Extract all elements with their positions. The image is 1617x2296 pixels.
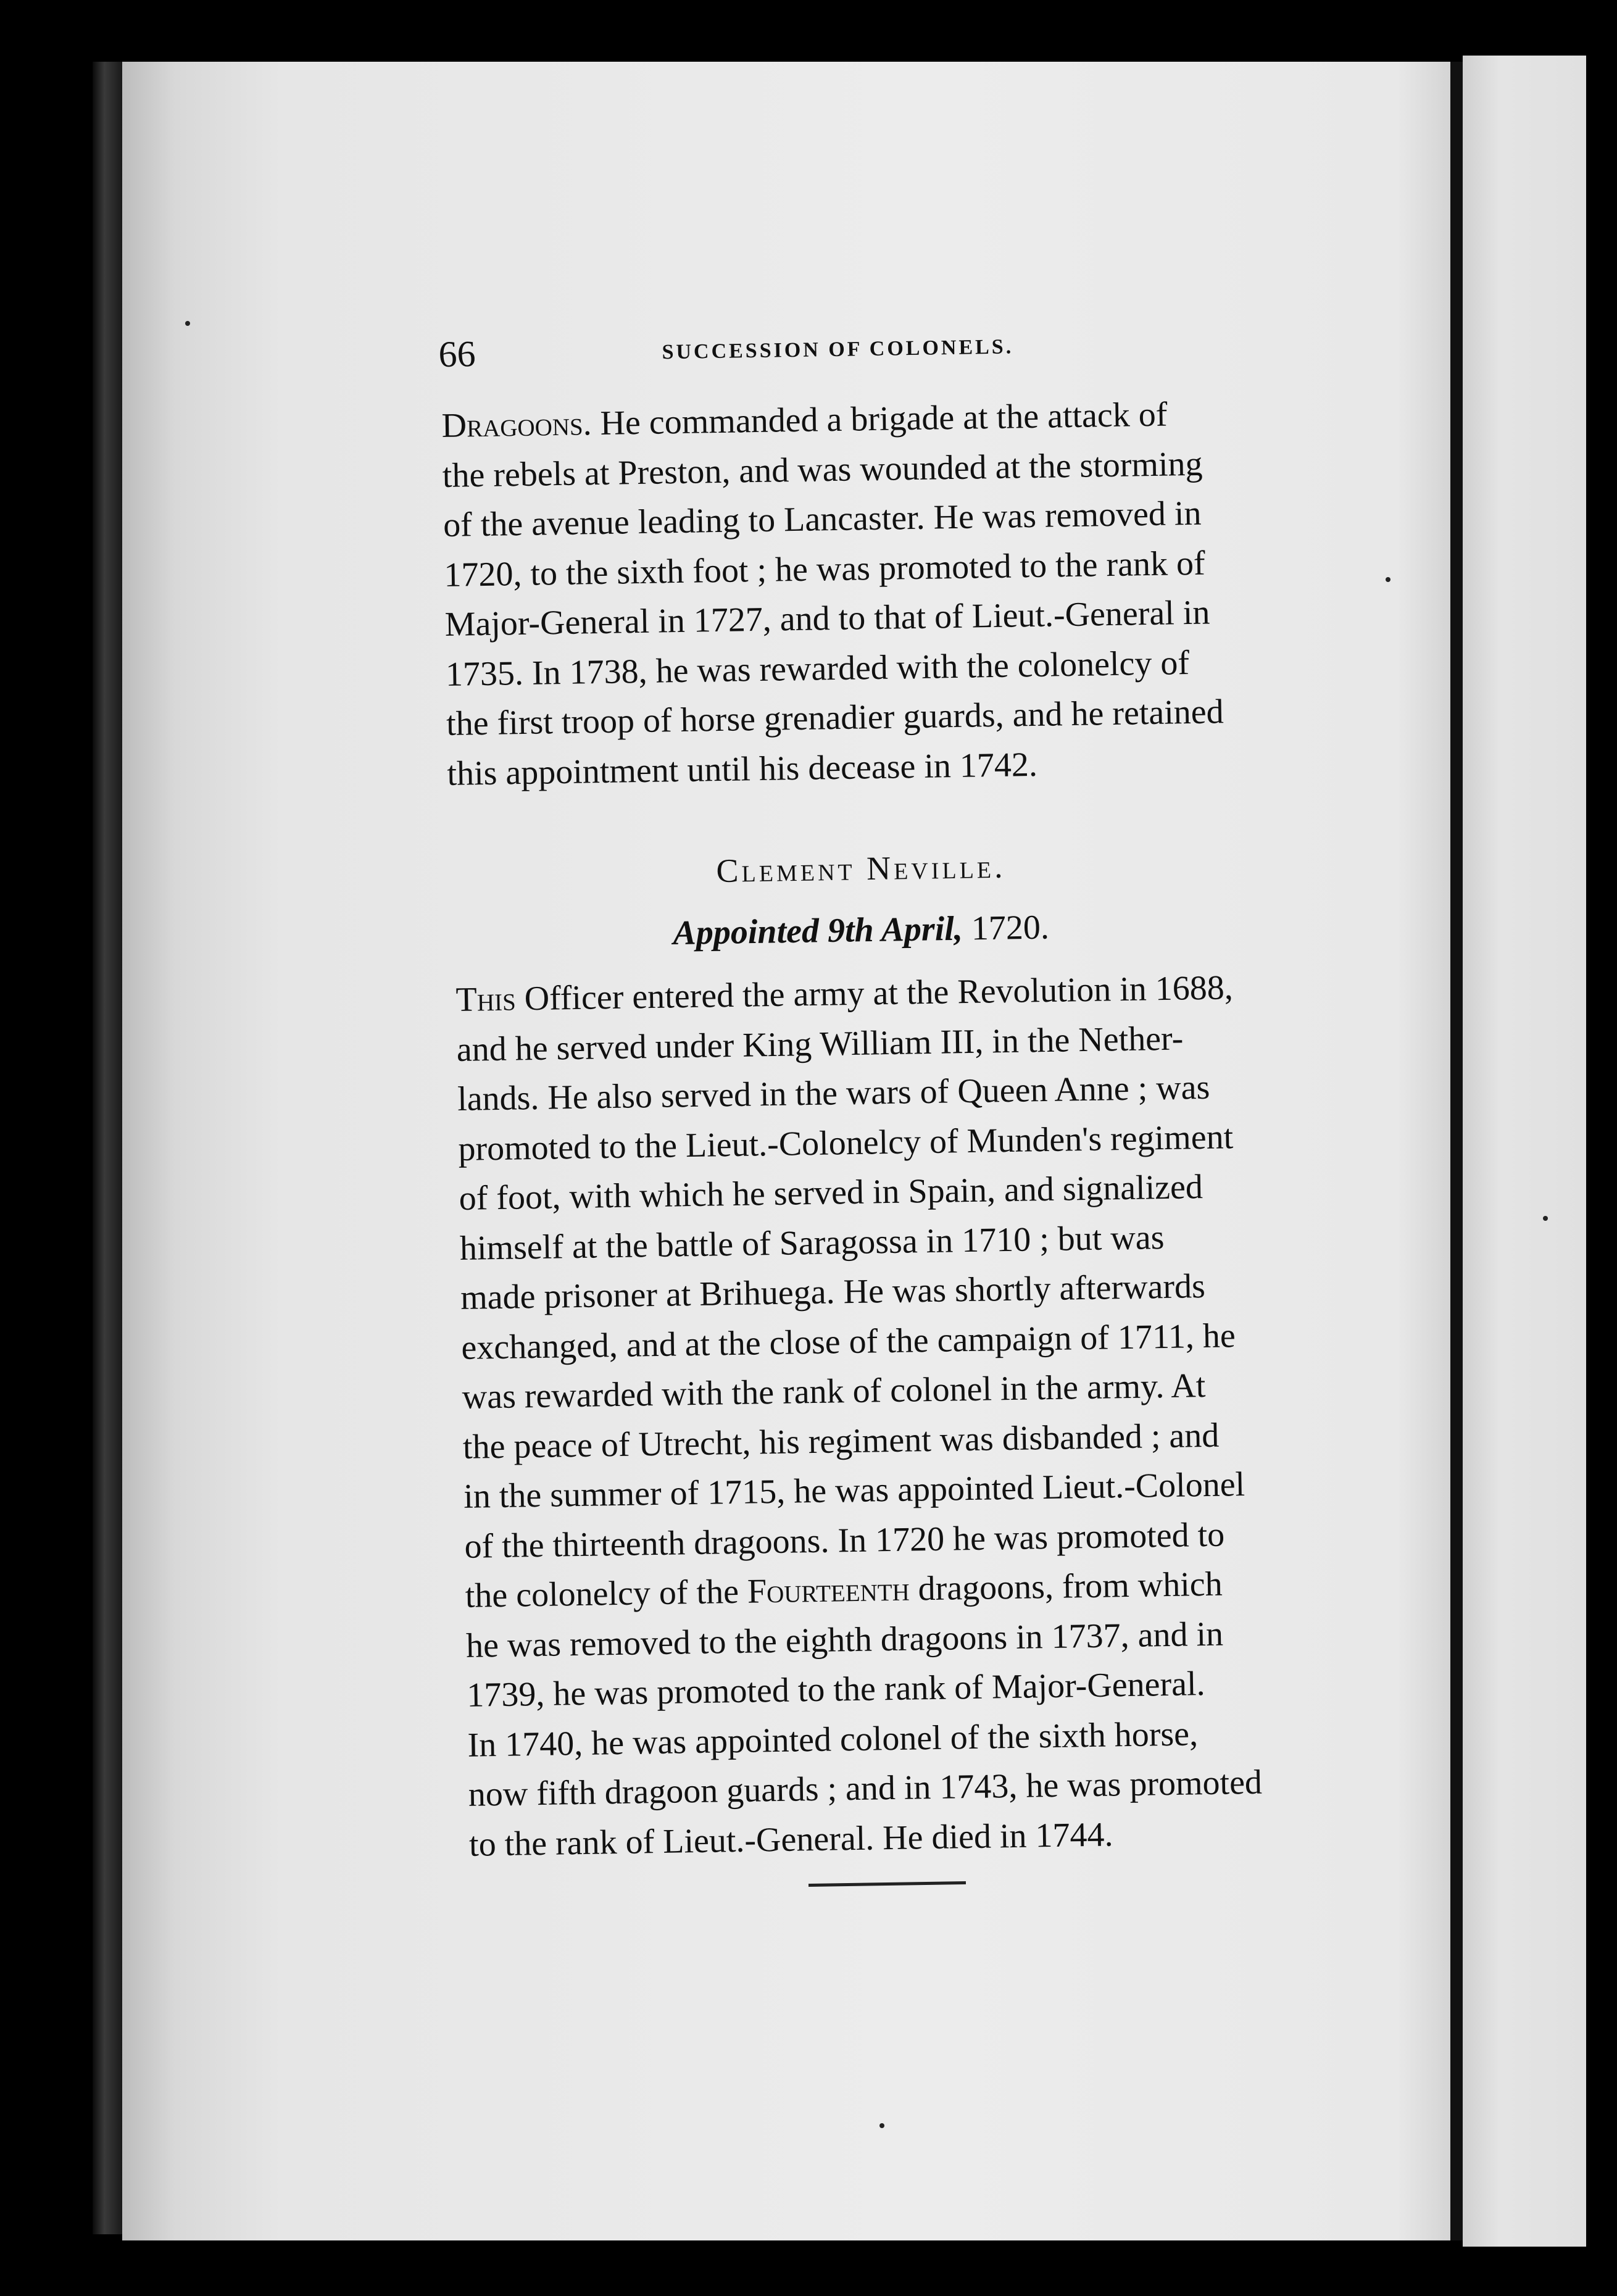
appointment-year: 1720. xyxy=(962,908,1050,948)
section-heading: Clement Neville. xyxy=(716,847,1006,889)
paragraph-lead-word: This xyxy=(455,980,517,1019)
paragraph-text: dragoons, from which he was removed to the eighth dragoons in 1737, and in 1739, he was promoted to the rank of Major-General. In 1740, he was appointed colonel of the sixth horse, now fifth dragoon guards ; and in 1743, he was promoted to the rank of Lieut.-General. He died in 1744. xyxy=(465,1565,1263,1864)
appointment-date: Appointed 9th April, xyxy=(673,909,963,952)
scan-speck xyxy=(1386,577,1390,582)
emphasized-regiment: Fourteenth xyxy=(747,1570,910,1611)
paragraph-text: Officer entered the army at the Revolution in 1688, and he served under King William III, in the Nether- lands. He also served in the wars of Queen Anne ; was promoted to the Lieut.-Colonelcy of Munden's regiment of foot, with which he served in Spain, and signalized himself at the battle of Saragossa in 1710 ; but was made prisoner at Brihuega. He was shortly afterwards exchanged, and at the close of the campaign of 1711, he was rewarded with the rank of colonel in the army. At the peace of Utrecht, his regiment was disbanded ; and in the summer of 1715, he was appointed Lieut.-Colonel of the thirteenth dragoons. In 1720 he was promoted to the colonelcy of the xyxy=(456,968,1245,1615)
page-gutter xyxy=(1450,62,1463,2240)
scan-speck xyxy=(1543,1216,1548,1221)
paragraph-lead-word: Dragoons. xyxy=(441,404,592,445)
paragraph-text: He commanded a brigade at the attack of the rebels at Preston, and was wounded at the storming of the avenue leading to Lancaster. He was removed in 1720, to the sixth foot ; he was promoted to the rank of Major-General in 1727, and to that of Lieut.-General in 1735. In 1738, he was rewarded with the colonelcy of the first troop of horse grenadier guards, and he retained this appointment until his decease in 1742. xyxy=(442,395,1224,793)
book-spine xyxy=(93,62,122,2234)
paragraph-continuation xyxy=(441,388,1290,799)
running-head: SUCCESSION OF COLONELS. xyxy=(662,335,1014,364)
biography-paragraph xyxy=(455,962,1315,1869)
scan-speck xyxy=(185,321,190,326)
page-number: 66 xyxy=(438,333,476,375)
scan-border xyxy=(1586,56,1617,2247)
appointment-line xyxy=(673,907,1049,953)
facing-page-edge xyxy=(1463,56,1586,2247)
scan-speck xyxy=(879,2123,884,2128)
